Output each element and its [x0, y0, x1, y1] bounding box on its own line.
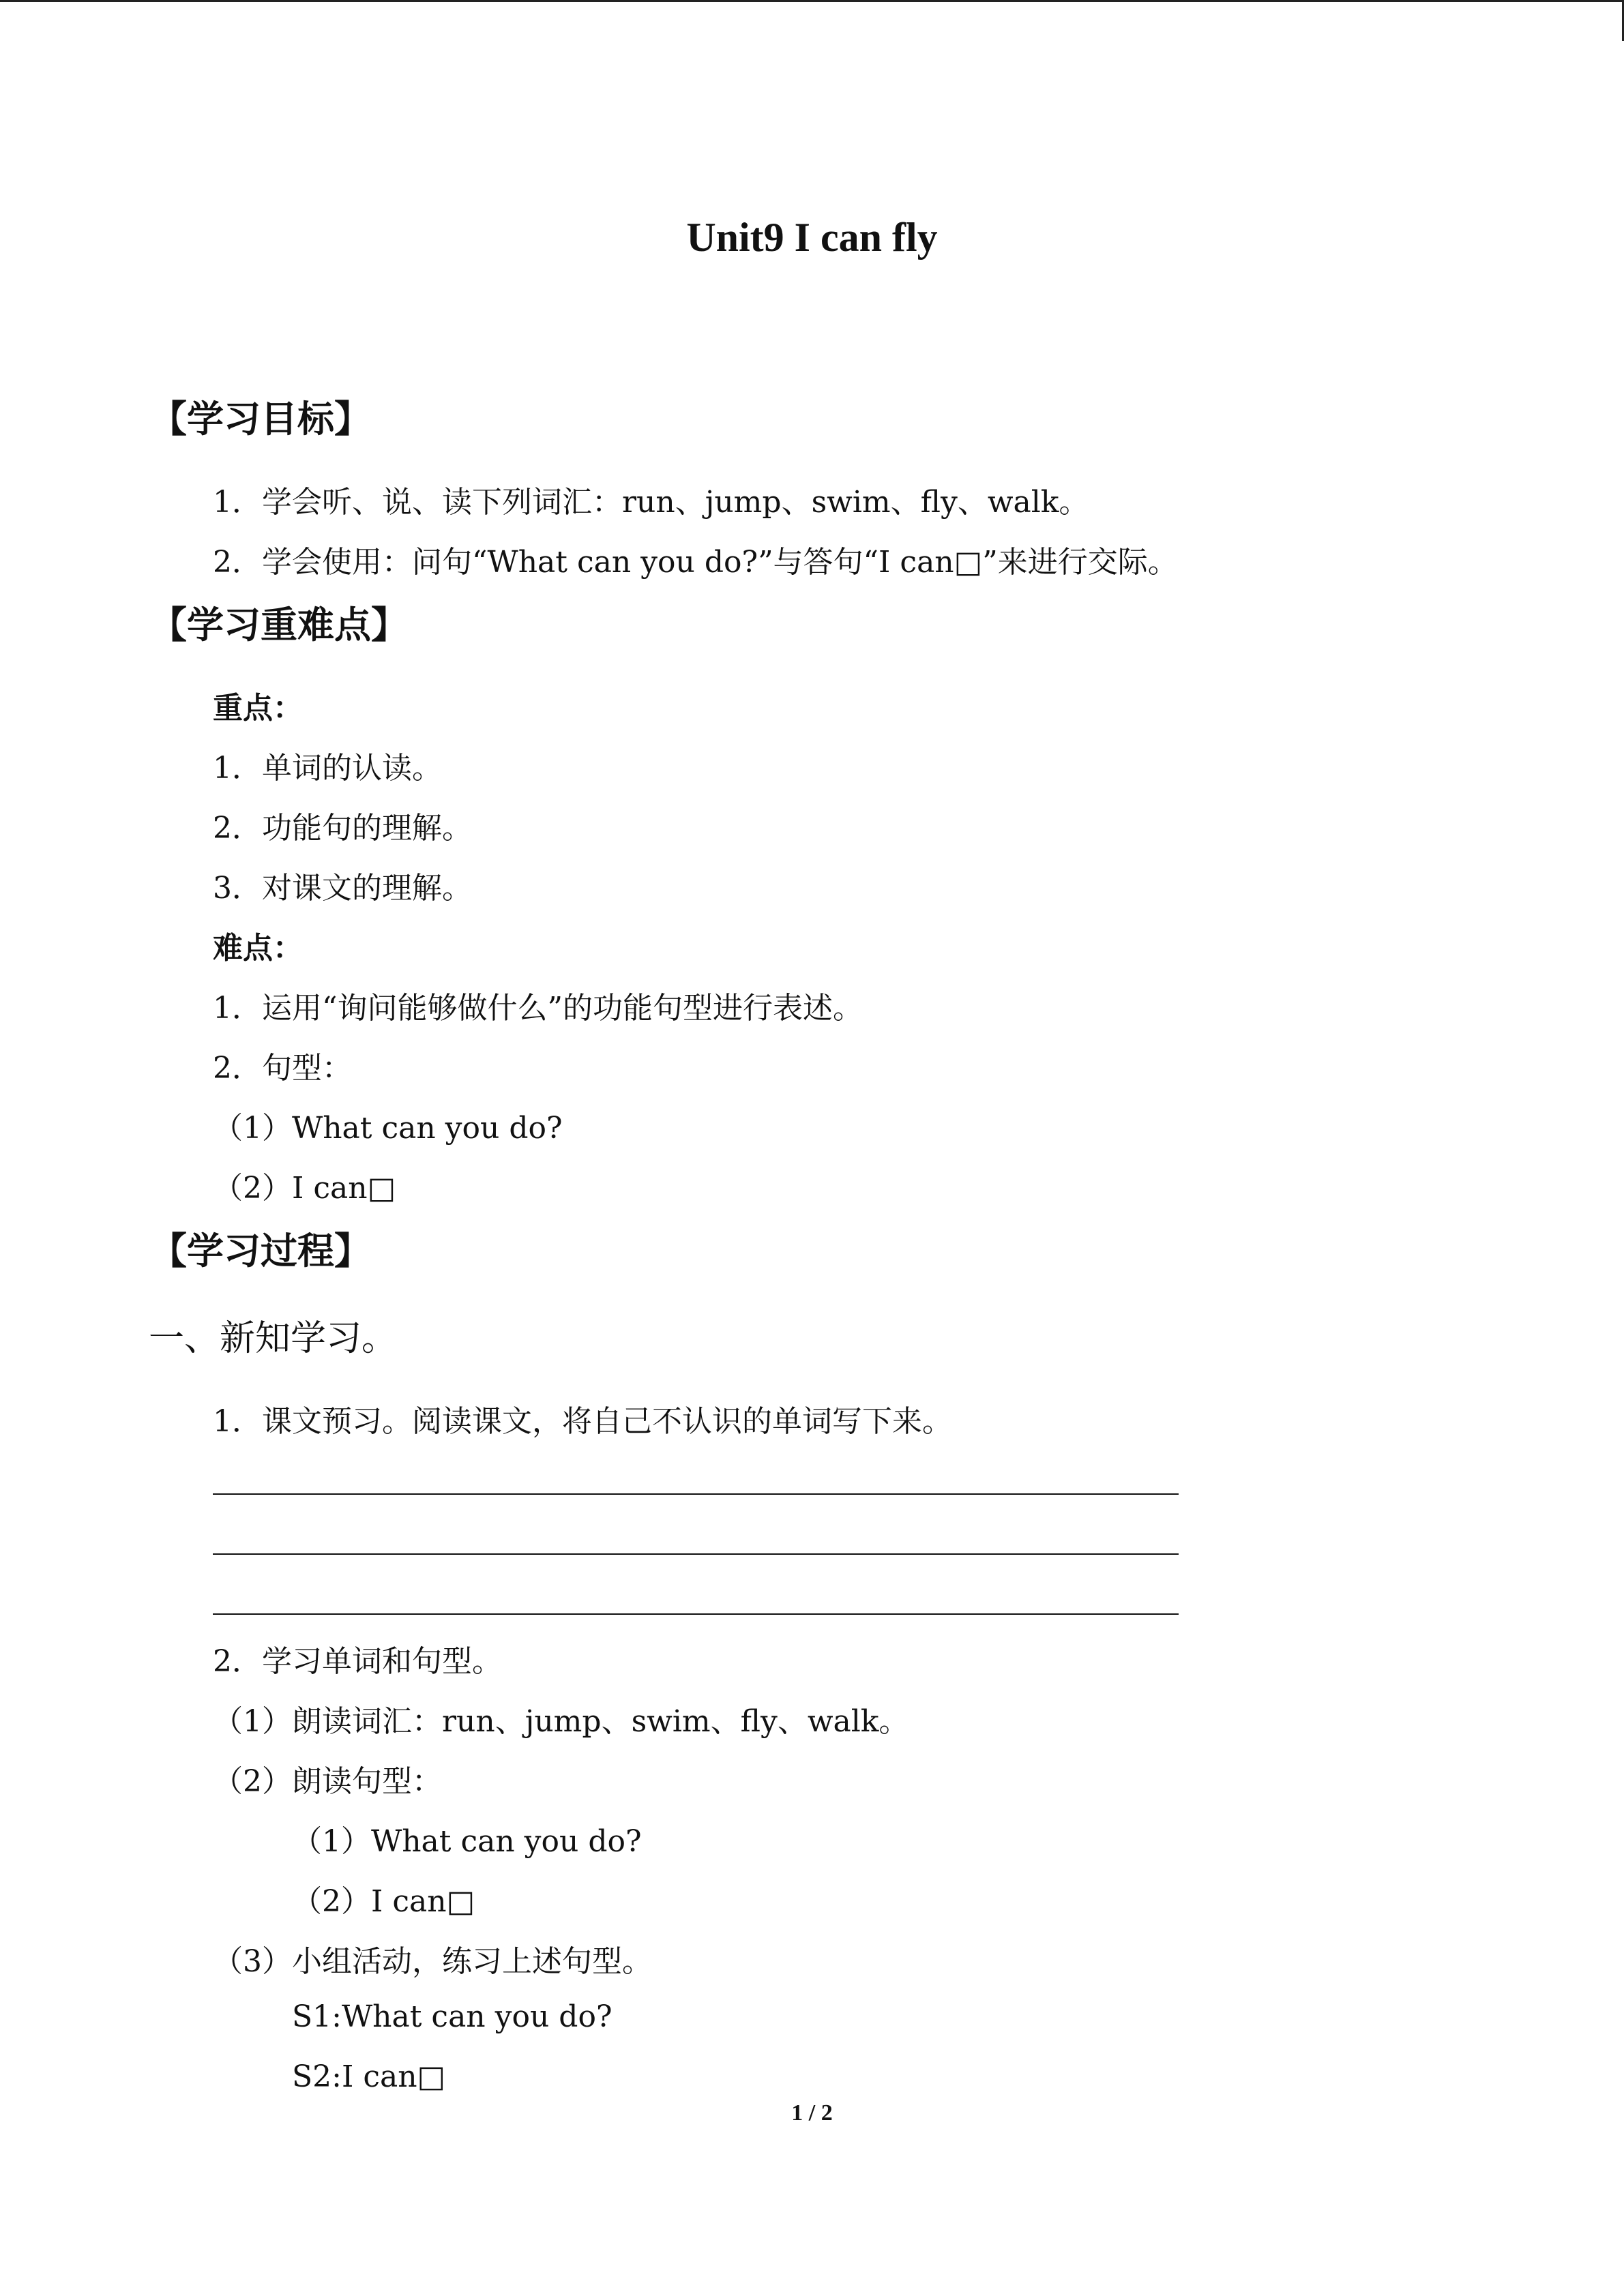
- pattern-item: （2）I can□: [292, 1884, 475, 1919]
- difficult-item: 1．运用“询问能够做什么”的功能句型进行表述。: [213, 991, 863, 1026]
- pattern-item: （2）I can□: [213, 1171, 396, 1206]
- pattern-item: （1）What can you do?: [292, 1824, 642, 1859]
- section-heading-key-points: 【学习重难点】: [150, 603, 408, 646]
- key-item: 1．单词的认读。: [213, 751, 442, 786]
- answer-line[interactable]: [213, 1493, 1179, 1495]
- group-activity: （3）小组活动，练习上述句型。: [213, 1944, 652, 1979]
- read-words: （1）朗读词汇：run、jump、swim、fly、walk。: [213, 1704, 909, 1739]
- answer-line[interactable]: [213, 1613, 1179, 1615]
- key-label: 重点：: [213, 691, 303, 726]
- goal-item: 2．学会使用：问句“What can you do?”与答句“I can□”来进行交际。: [213, 545, 1178, 580]
- part-heading: 一、新知学习。: [149, 1318, 398, 1359]
- dialogue-line: S2:I can□: [292, 2059, 446, 2094]
- answer-line[interactable]: [213, 1553, 1179, 1555]
- step-item: 1．课文预习。阅读课文，将自己不认识的单词写下来。: [213, 1404, 952, 1439]
- step-item: 2．学习单词和句型。: [213, 1644, 502, 1679]
- section-heading-process: 【学习过程】: [150, 1229, 371, 1272]
- difficult-item: 2．句型：: [213, 1051, 352, 1086]
- pattern-item: （1）What can you do?: [213, 1111, 563, 1146]
- difficult-label: 难点：: [213, 931, 303, 966]
- read-patterns: （2）朗读句型：: [213, 1764, 442, 1799]
- key-item: 3．对课文的理解。: [213, 871, 472, 906]
- goal-item: 1．学会听、说、读下列词汇：run、jump、swim、fly、walk。: [213, 485, 1089, 520]
- dialogue-line: S1:What can you do?: [292, 1999, 612, 2034]
- page-number: 1 / 2: [791, 2100, 833, 2126]
- page-title: Unit9 I can fly: [686, 215, 938, 260]
- page-top-border: [0, 0, 1624, 2]
- key-item: 2．功能句的理解。: [213, 811, 472, 846]
- section-heading-goals: 【学习目标】: [150, 398, 371, 441]
